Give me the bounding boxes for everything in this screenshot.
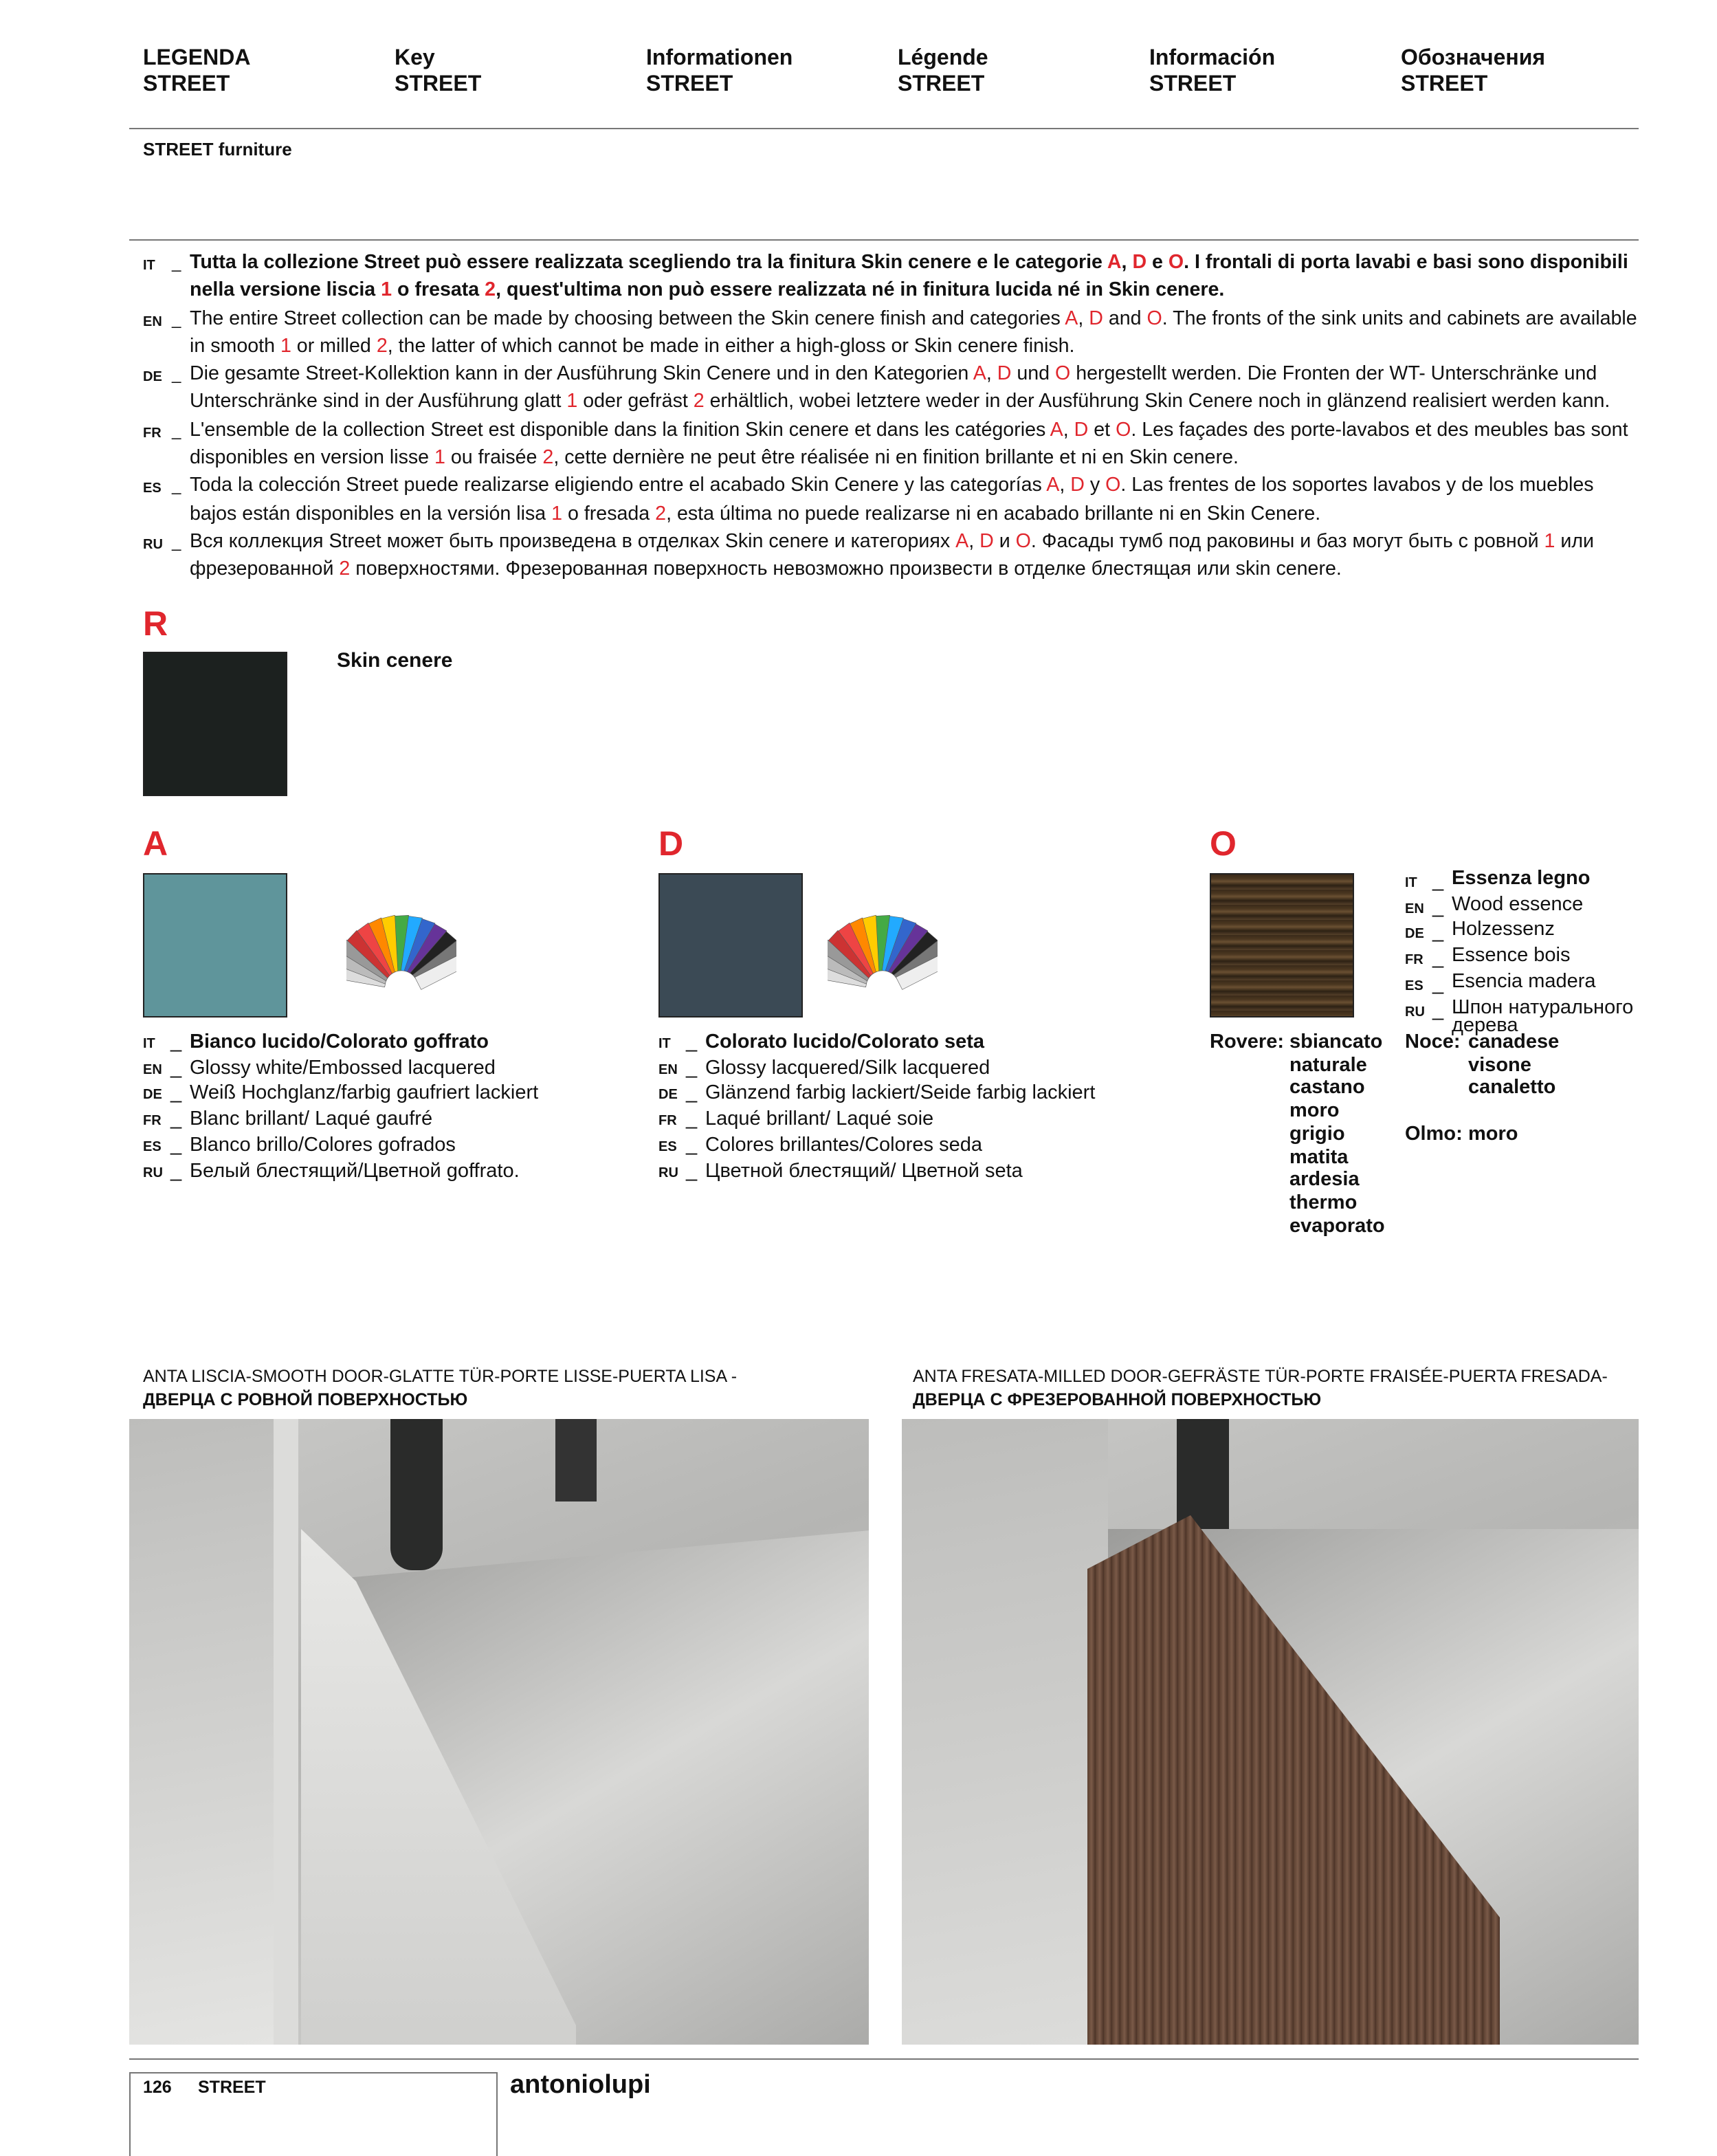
finish-item: IT _ Essenza legno xyxy=(1405,870,1644,896)
header-title: Key xyxy=(395,47,435,70)
header-subtitle: STREET xyxy=(898,73,985,96)
text-run: . I frontali di porta lavabi e basi sono disponibili nella versione liscia xyxy=(190,252,1628,302)
finish-item: ES _ Blanco brillo/Colores gofrados xyxy=(143,1134,538,1160)
category-ref: 2 xyxy=(542,447,554,470)
header-title: Légende xyxy=(898,47,988,70)
finish-name: Glossy lacquered/Silk lacquered xyxy=(705,1057,990,1079)
lang-label: RU xyxy=(1405,1004,1425,1020)
text-run: или фрезерованной xyxy=(190,530,1595,581)
text-run: Вся коллекция Street может быть произведена в отделках Skin cenere и категориях xyxy=(190,530,956,553)
text-run: , xyxy=(986,363,997,386)
wood-variant: moro xyxy=(1468,1123,1518,1145)
category-ref: O xyxy=(1168,252,1184,274)
header-subtitle: STREET xyxy=(1149,73,1237,96)
intro-paragraph xyxy=(143,360,1641,416)
category-ref: A xyxy=(1107,252,1122,274)
finish-list-o xyxy=(1405,870,1644,1039)
finish-item: ES _ Colores brillantes/Colores seda xyxy=(658,1134,1095,1160)
text-run: und xyxy=(1011,363,1055,386)
wood-variant: naturale xyxy=(1289,1054,1367,1077)
lang-label: RU xyxy=(143,1165,163,1181)
wood-variant: thermo xyxy=(1289,1191,1358,1214)
intro-paragraph xyxy=(143,528,1641,584)
lang-label: IT xyxy=(143,258,155,274)
category-ref: A xyxy=(1065,307,1078,330)
finish-item: DE _ Glänzend farbig lackiert/Seide farbig lackiert xyxy=(658,1083,1095,1108)
divider xyxy=(129,2058,1639,2060)
intro-paragraph xyxy=(143,305,1641,360)
text-run: and xyxy=(1103,307,1147,330)
text-run: , cette dernière ne peut être réalisée ni en finition brillante et ni en Skin cenere. xyxy=(553,447,1239,470)
lang-label: ES xyxy=(143,1139,162,1155)
intro-paragraph xyxy=(143,249,1641,305)
header-column xyxy=(1401,45,1545,98)
lang-label: EN xyxy=(143,1062,162,1078)
finish-name: Weiß Hochglanz/farbig gaufriert lackiert xyxy=(190,1082,539,1105)
header-column xyxy=(395,45,481,98)
paragraph-text xyxy=(190,472,1641,528)
text-run: . Les façades des porte-lavabos et des meubles bas sont disponibles en version lisse xyxy=(190,419,1628,470)
lang-label: IT xyxy=(1405,876,1417,891)
finish-item: RU _ Цветной блестящий/ Цветной seta xyxy=(658,1160,1095,1185)
text-run: и xyxy=(993,530,1016,553)
intro-text xyxy=(143,249,1641,584)
text-run: hergestellt werden. Die Fronten der WT- Unterschränke und Unterschränke sind in der Ausführung glatt xyxy=(190,363,1597,413)
wood-variant: sbiancato xyxy=(1289,1031,1383,1053)
separator: _ xyxy=(172,476,181,496)
finish-item: IT _ Bianco lucido/Colorato goffrato xyxy=(143,1031,538,1057)
text-run: , xyxy=(1059,474,1071,497)
finish-name: Шпон натурального дерева xyxy=(1452,996,1634,1037)
finish-name: Glänzend farbig lackiert/Seide farbig lackiert xyxy=(705,1082,1096,1105)
swatch-d xyxy=(658,873,803,1018)
intro-paragraph xyxy=(143,472,1641,528)
category-ref: 2 xyxy=(693,390,705,413)
lang-label: FR xyxy=(143,1114,162,1130)
finish-name: Colores brillantes/Colores seda xyxy=(705,1134,982,1156)
section-title: STREET furniture xyxy=(143,139,292,160)
noce-label: Noce: xyxy=(1405,1031,1461,1053)
category-ref: 1 xyxy=(1544,530,1555,553)
paragraph-text xyxy=(190,417,1641,472)
finish-item: EN _ Glossy white/Embossed lacquered xyxy=(143,1057,538,1082)
category-ref: D xyxy=(979,530,994,553)
separator: _ xyxy=(172,364,181,384)
text-run: The entire Street collection can be made by choosing between the Skin cenere finish and categories xyxy=(190,307,1065,330)
header-title: Informationen xyxy=(646,47,793,70)
footer-box xyxy=(129,2072,498,2156)
category-ref: 1 xyxy=(280,335,291,358)
text-run: Tutta la collezione Street può essere realizzata scegliendo tra la finitura Skin cenere e le categorie xyxy=(190,252,1107,274)
finish-name: Esencia madera xyxy=(1452,970,1596,993)
category-ref: 1 xyxy=(551,503,563,525)
finish-name: Glossy white/Embossed lacquered xyxy=(190,1057,496,1079)
finish-item: DE _ Weiß Hochglanz/farbig gaufriert lackiert xyxy=(143,1083,538,1108)
text-run: поверхностями. Фрезерованная поверхность невозможно произвести в отделке блестящая или skin cenere. xyxy=(350,558,1342,581)
paragraph-text xyxy=(190,305,1641,360)
swatch-skin-cenere xyxy=(143,652,287,796)
lang-label: ES xyxy=(658,1139,677,1155)
lang-label: EN xyxy=(658,1062,678,1078)
category-ref: D xyxy=(997,363,1012,386)
wood-variant: ardesia xyxy=(1289,1169,1360,1191)
category-letter-a: A xyxy=(143,825,168,864)
text-run: e xyxy=(1146,252,1168,274)
lang-label: IT xyxy=(143,1037,155,1052)
finish-item: ES _ Esencia madera xyxy=(1405,974,1644,999)
rovere-label: Rovere: xyxy=(1210,1031,1284,1053)
category-ref: A xyxy=(955,530,969,553)
text-run: . The fronts of the sink units and cabinets are available in smooth xyxy=(190,307,1637,358)
category-ref: A xyxy=(973,363,986,386)
lang-label: RU xyxy=(658,1165,678,1181)
photo-caption-smooth xyxy=(143,1365,737,1412)
lang-label: EN xyxy=(1405,901,1424,917)
wood-variant: canaletto xyxy=(1468,1077,1556,1099)
text-run: ou fraisée xyxy=(445,447,543,470)
category-ref: D xyxy=(1070,474,1085,497)
lang-label: IT xyxy=(658,1037,671,1052)
divider xyxy=(129,128,1639,129)
category-ref: 1 xyxy=(434,447,445,470)
wood-variant: visone xyxy=(1468,1054,1531,1077)
color-samples-fan-icon xyxy=(346,905,456,1015)
header-subtitle: STREET xyxy=(1401,73,1488,96)
lang-label: ES xyxy=(143,481,162,497)
divider xyxy=(129,239,1639,241)
footer-section: STREET xyxy=(198,2078,266,2097)
wood-variant: moro xyxy=(1289,1100,1340,1123)
olmo-label: Olmo: xyxy=(1405,1123,1463,1145)
finish-name: Blanc brillant/ Laqué gaufré xyxy=(190,1108,433,1131)
wood-variant: matita xyxy=(1289,1146,1349,1169)
category-ref: 2 xyxy=(655,503,667,525)
header-title: LEGENDA xyxy=(143,47,251,70)
category-ref: O xyxy=(1015,530,1031,553)
text-run: , xyxy=(1078,307,1089,330)
header-subtitle: STREET xyxy=(143,73,230,96)
lang-label: ES xyxy=(1405,978,1424,994)
caption-text: ANTA LISCIA-SMOOTH DOOR-GLATTE TÜR-PORTE LISSE-PUERTA LISA - xyxy=(143,1367,738,1386)
category-letter-o: O xyxy=(1210,825,1237,864)
finish-name: Colorato lucido/Colorato seta xyxy=(705,1031,985,1053)
category-letter-r: R xyxy=(143,605,168,644)
lang-label: DE xyxy=(143,370,162,386)
text-run: L'ensemble de la collection Street est disponible dans la finition Skin cenere et dans les catégories xyxy=(190,419,1050,441)
category-ref: D xyxy=(1132,252,1147,274)
finish-list-d xyxy=(658,1031,1095,1185)
category-ref: D xyxy=(1074,419,1089,441)
color-samples-fan-icon xyxy=(828,905,938,1015)
lang-label: DE xyxy=(658,1088,678,1103)
caption-text: ANTA FRESATA-MILLED DOOR-GEFRÄSTE TÜR-PORTE FRAISÉE-PUERTA FRESADA- xyxy=(913,1367,1608,1386)
finish-item: FR _ Laqué brillant/ Laqué soie xyxy=(658,1108,1095,1134)
text-run: Toda la colección Street puede realizarse eligiendo entre el acabado Skin Cenere y las categorías xyxy=(190,474,1047,497)
category-ref: O xyxy=(1055,363,1071,386)
photo-caption-milled xyxy=(913,1365,1608,1412)
separator: _ xyxy=(172,420,181,440)
separator: _ xyxy=(172,309,181,329)
text-run: , quest'ultima non può essere realizzata né in finitura lucida né in Skin cenere. xyxy=(496,279,1225,302)
category-letter-d: D xyxy=(658,825,684,864)
header-column xyxy=(898,45,988,98)
category-ref: 2 xyxy=(485,279,496,302)
text-run: , xyxy=(1121,252,1133,274)
caption-ru: ДВЕРЦА С ФРЕЗЕРОВАННОЙ ПОВЕРХНОСТЬЮ xyxy=(913,1390,1322,1409)
lang-label: RU xyxy=(143,537,163,553)
paragraph-text xyxy=(190,528,1641,584)
text-run: y xyxy=(1084,474,1106,497)
separator: _ xyxy=(172,531,181,551)
photo-smooth-door xyxy=(129,1419,869,2045)
lang-label: FR xyxy=(1405,953,1424,969)
header-subtitle: STREET xyxy=(646,73,733,96)
wood-variant: evaporato xyxy=(1289,1215,1385,1238)
category-ref: 2 xyxy=(339,558,351,581)
header-title: Обозначения xyxy=(1401,47,1546,70)
category-ref: O xyxy=(1146,307,1162,330)
rovere-list xyxy=(1210,1031,1385,1238)
noce-list xyxy=(1405,1031,1559,1146)
text-run: o fresada xyxy=(562,503,656,525)
category-ref: 1 xyxy=(381,279,392,302)
finish-name: Holzessenz xyxy=(1452,918,1555,941)
category-ref: O xyxy=(1116,419,1131,441)
text-run: o fresata xyxy=(392,279,485,302)
header-column xyxy=(143,45,250,98)
finish-name: Белый блестящий/Цветной goffrato. xyxy=(190,1160,520,1182)
finish-name: Bianco lucido/Colorato goffrato xyxy=(190,1031,489,1053)
finish-name: Laqué brillant/ Laqué soie xyxy=(705,1108,934,1131)
brand-logo: antoniolupi xyxy=(510,2071,651,2100)
text-run: , xyxy=(968,530,980,553)
text-run: , the latter of which cannot be made in either a high-gloss or Skin cenere finish. xyxy=(387,335,1075,358)
swatch-label: Skin cenere xyxy=(337,649,453,672)
header-subtitle: STREET xyxy=(395,73,482,96)
paragraph-text xyxy=(190,249,1641,305)
finish-item: FR _ Essence bois xyxy=(1405,947,1644,973)
finish-name: Essenza legno xyxy=(1452,868,1591,890)
text-run: et xyxy=(1088,419,1116,441)
swatch-wood xyxy=(1210,873,1354,1018)
text-run: , xyxy=(1063,419,1074,441)
lang-label: FR xyxy=(658,1114,677,1130)
wood-variant: castano xyxy=(1289,1077,1365,1099)
finish-item: EN _ Wood essence xyxy=(1405,896,1644,921)
lang-label: DE xyxy=(1405,927,1424,943)
category-ref: 2 xyxy=(376,335,388,358)
category-ref: 1 xyxy=(566,390,578,413)
page-number: 126 xyxy=(143,2078,172,2097)
wood-variant: grigio xyxy=(1289,1123,1345,1145)
lang-label: DE xyxy=(143,1088,162,1103)
finish-name: Blanco brillo/Colores gofrados xyxy=(190,1134,456,1156)
category-ref: A xyxy=(1050,419,1063,441)
finish-name: Цветной блестящий/ Цветной seta xyxy=(705,1160,1023,1182)
swatch-a xyxy=(143,873,287,1018)
header-column xyxy=(1149,45,1275,98)
finish-list-a xyxy=(143,1031,538,1185)
photo-milled-door xyxy=(902,1419,1639,2045)
category-ref: O xyxy=(1105,474,1121,497)
finish-name: Essence bois xyxy=(1452,945,1571,967)
finish-item: RU _ Шпон натурального дерева xyxy=(1405,999,1644,1039)
lang-label: EN xyxy=(143,314,162,330)
paragraph-text xyxy=(190,360,1641,416)
finish-item: FR _ Blanc brillant/ Laqué gaufré xyxy=(143,1108,538,1134)
finish-item: IT _ Colorato lucido/Colorato seta xyxy=(658,1031,1095,1057)
separator: _ xyxy=(172,253,181,272)
text-run: or milled xyxy=(291,335,377,358)
text-run: . Las frentes de los soportes lavabos y de los muebles bajos están disponibles en la versión lisa xyxy=(190,474,1594,525)
text-run: , esta última no puede realizarse ni en acabado brillante ni en Skin Cenere. xyxy=(666,503,1321,525)
text-run: erhältlich, wobei letztere weder in der Ausführung Skin Cenere noch in glänzend realisiert werden kann. xyxy=(704,390,1610,413)
category-ref: A xyxy=(1046,474,1060,497)
header-column xyxy=(646,45,793,98)
caption-ru: ДВЕРЦА С РОВНОЙ ПОВЕРХНОСТЬЮ xyxy=(143,1390,468,1409)
text-run: Die gesamte Street-Kollektion kann in der Ausführung Skin Cenere und in den Kategorien xyxy=(190,363,973,386)
text-run: . Фасады тумб под раковины и баз могут быть с ровной xyxy=(1030,530,1544,553)
finish-name: Wood essence xyxy=(1452,893,1584,916)
finish-item: RU _ Белый блестящий/Цветной goffrato. xyxy=(143,1160,538,1185)
lang-label: FR xyxy=(143,426,162,441)
header-title: Información xyxy=(1149,47,1276,70)
intro-paragraph xyxy=(143,417,1641,472)
finish-item: EN _ Glossy lacquered/Silk lacquered xyxy=(658,1057,1095,1082)
finish-item: DE _ Holzessenz xyxy=(1405,922,1644,947)
text-run: oder gefräst xyxy=(577,390,694,413)
category-ref: D xyxy=(1089,307,1103,330)
wood-variant: canadese xyxy=(1468,1031,1560,1053)
